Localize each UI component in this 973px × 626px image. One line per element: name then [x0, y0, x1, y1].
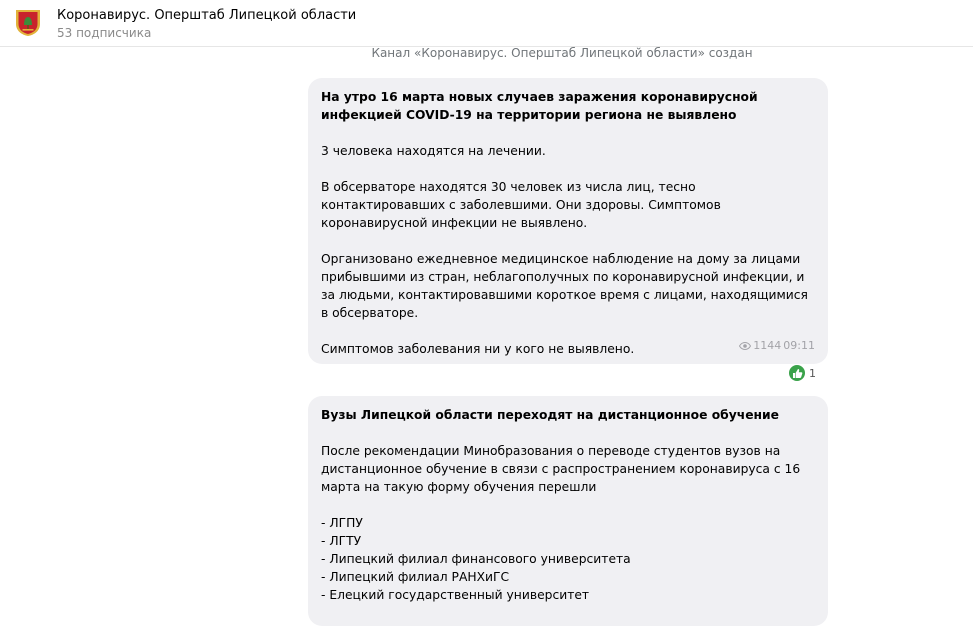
post-list: - ЛГПУ - ЛГТУ - Липецкий филиал финансового университета - Липецкий филиал РАНХиГС - Елецкий государственный университет — [321, 516, 631, 602]
message-bubble[interactable] — [308, 78, 828, 364]
message-bubble[interactable] — [308, 396, 828, 626]
post-paragraph: Организовано ежедневное медицинское наблюдение на дому за лицами прибывшими из стран, неблагополучных по коронавирусной инфекции, и за людьми, контактировавшими короткое время с лицами, находящимися в обсерваторе. — [321, 252, 808, 320]
reaction-count: 1 — [809, 366, 816, 380]
subscriber-count: 53 подписчика — [57, 26, 152, 40]
reaction-badge[interactable] — [789, 363, 816, 383]
view-count: 1144 — [753, 339, 782, 352]
message-meta — [739, 337, 815, 355]
post-title: Вузы Липецкой области переходят на дистанционное обучение — [321, 408, 780, 422]
eye-icon — [739, 342, 751, 350]
thumbs-up-icon — [789, 365, 805, 381]
coat-of-arms-avatar-icon[interactable] — [15, 9, 41, 37]
channel-header[interactable] — [0, 0, 973, 47]
channel-title[interactable]: Коронавирус. Оперштаб Липецкой области — [57, 8, 357, 23]
service-message: Канал «Коронавирус. Оперштаб Липецкой области» создан — [371, 46, 753, 60]
post-paragraph: В обсерваторе находятся 30 человек из числа лиц, тесно контактировавших с заболевшими. Они здоровы. Симптомов коронавирусной инфекции не выявлено. — [321, 180, 721, 230]
post-paragraph: 3 человека находятся на лечении. — [321, 144, 546, 158]
post-paragraph: После рекомендации Минобразования о переводе студентов вузов на дистанционное обучение в связи с распространением коронавируса с 16 марта на такую форму обучения перешли — [321, 444, 801, 494]
post-title: На утро 16 марта новых случаев заражения коронавирусной инфекцией COVID-19 на территории региона не выявлено — [321, 90, 758, 122]
message-time: 09:11 — [783, 339, 815, 352]
post-paragraph: Симптомов заболевания ни у кого не выявлено. — [321, 342, 635, 356]
